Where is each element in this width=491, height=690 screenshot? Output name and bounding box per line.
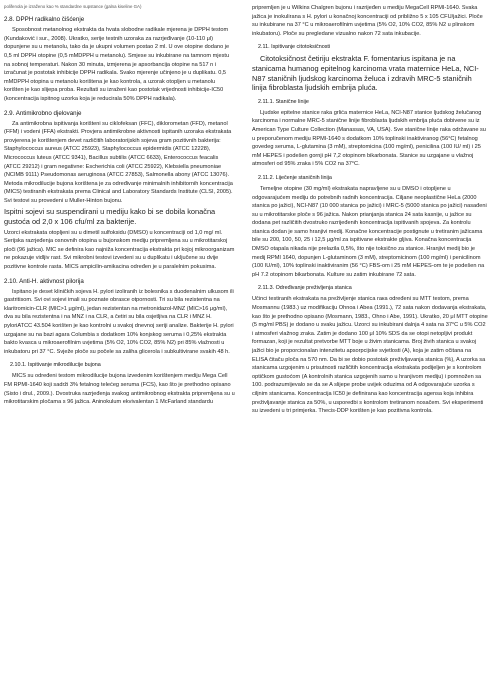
- cell-lines-paragraph: Ljudske epitelne stanice raka grlića maternice HeLa, NCI-N87 stanice ljudskog želučanog karcinoma i normalne MRC-5 stanične linije fibroblasta ljudskih embrija pluća dobivene su iz American Type Culture Collection (Manassas, VA, USA). Sve stanične linije raka održavane su u preporučenom mediju RPMI-1640 s dodatkom 10% toplinski inaktiviranog (56°C) fetalnog govedeg seruma, L-glutamina (3 mM), streptomicina (100 mg/ml), penicilina (100 IU/ ml) i 25 mM HEPES i podešen gornji pH 7,2 otopinom bikarbonata. Stanice su uzgajane u vlažnoj atmosferi od 95% zraka i 5% CO2 na 37°C.: [252, 109, 486, 168]
- antimicrobial-paragraph-2: Uzorci ekstrakata otopljeni su u dimetil sulfoksidu (DMSO) u koncentraciji od 1,0 mg/ ml. Serijska razrjeđenja osnovnih otopina u bujonskom mediju pripremljena su u mikrotitarskoj ploči (96 jažica). MIC se definira kao najniža koncentracija ekstrakta pri kojoj mikroorganizam ne pokazuje vidljiv rast. Svi mikrobni testovi izvedeni su u duplikatu i uključene su dvije pozitivne kontrole rasta. MICS ampicilin-amikacina određen je u paralelnim pokusima.: [4, 229, 235, 271]
- dpph-paragraph: Sposobnost metanolnog ekstrakta da hvata slobodne radikale mjerena je DPPH testom (Kundaković i sur., 2008). Ukratko, serije testnih uzoraka za razrjeđivanje (10-110 μl) dopunjene su u metanolu, tako da je ukupni volumen postao 2 ml. U ove otopine dodano je 0,5 ml DPPH otopine (0,5 mMDPPH u metanolu). Smjese su inkubirane na tamnom mjestu na sobnoj temperaturi. Nakon 30 minuta, izmjerena je apsorbancija otopine na 517 n i izračunat je postotak inhibicije DPPH radikala. Svako mjerenje učinjeno je u duplikatu. 0,5 mMDPPH otopina u metanolu korištena je kao kontrola, a uzorak otopljen u metanolu korišten je kao slijepa proba. Rezultati su izraženi kao postotak vrijednosti inhibicije-IC50 (koncentracija ispitnog uzorka koja je reducirala 50% DPPH radikala).: [4, 27, 230, 102]
- microdilution-paragraph: MICS su određeni testom mikrodilucije bujona izvedenim korištenjem mediju Mega Cell FM RPMI-1640 koji sadrži 3% fetalnog telećeg seruma (FCS), kao što je prethodno opisano (Sisto i drul., 2009.). Dvostruka razrjeđenja svakog antimikrobnog ekstrakta pripremljena su u mikrotitarskim pločama s 96 jažica. Aninokulum ekvivalentan 1 McFarland standardu: [4, 373, 235, 406]
- section-heading-2-8: 2.8. DPPH radikalno čišćenje: [4, 16, 85, 24]
- section-heading-2-11: 2.11. Ispitivanje citotoksičnosti: [258, 44, 331, 51]
- section-heading-2-11-3: 2.11.3. Određivanje preživljenja stanica: [258, 285, 352, 292]
- left-column: [4, 4, 236, 409]
- antimicrobial-paragraph-highlight: Ispitni sojevi su suspendirani u mediju kako bi se dobila konačna gustoća od 2,0 x 106 cfu/ml za bakterije.: [4, 207, 216, 227]
- h-pylori-paragraph: Ispitano je deset kliničkih sojeva H. pylori izoliranih iz bolesnika s duodenalnim ulkusom ili gastritisom. Svi ovi sojevi imali su poznate obrasce otpornosti. Tri su bila rezistentna na klaritromicin-CLR (MIC>1 μg/ml), jedan rezistentan na metronidazol-MNZ (MIC>16 μg/ml), dva su bila rezistentna i na MNZ i na CLR, a četiri su bila osjetljiva na CLR i MNZ H. pyloriATCC 43.504 korišten je kao kontrolni u svakoj dnevnoj seriji analize. Bakterije H. pylori uzgajane su na bazi agara Columbia s dodatkom 10% konjskog seruma i 0,25% ekstrakta bakto kvasca u mikroaerofilnim uvjetima (5% O2, 10% CO2, 85% N2) pri 85% vlažnosti u inkubatoru pri 37 °C. Svježe ploče su počele sa zaliha glicerola i subkultivirane svakih 48 h.: [4, 288, 234, 355]
- section-heading-2-10-1: 2.10.1. Ispitivanje mikrodilucije bujona: [10, 362, 101, 369]
- section-heading-2-11-1: 2.11.1. Stanične linije: [258, 98, 309, 105]
- cytotoxicity-paragraph: Citotoksičnost četiriju ekstrakta F. fomentarius ispitana je na stanicama humanog epitelnog karcinoma vrata maternice HeLa, NCI-N87 staničnih ljudskog karcinoma želuca i zdravih MRC-5 staničnih linija fibroblasta ljudskih embrija pluća.: [252, 54, 479, 93]
- survival-paragraph: Učinci testiranih ekstrakata na preživljenje stanica rака određeni su MTT testom, prema Mosmannu (1983.) uz modifikaciju Ohnoa i Abea (1991.), 72 sata nakon dodavanja ekstrakata, kao što je prethodno opisano (Mosmann, 1983., Ohno i Abe, 1991). Ukratko, 20 μl MTT otopine (5 mg/ml PBS) je dodano u svaku jažicu. Uzorci su inkubirani dalnja 4 sata na 37°C u 5% CO2 i atmosferi vlažnog zraka. Zatim je dodano 100 μl 10% SDS da se otopi netopljivi produkt formazan, koji je rezultat pretvorbe MTT boje u živim stanicama. Broj živih stanica u svakoj jažici bio je proporcionalan intenzitetu apsorpcijske svjetlosti (A), koja je zatim očitana na ELISA čitaču ploča na 570 nm. Da bi se dobio postotak preživljavanja stanica (%), A uzorka sa stanicama uzgojenim u prisutnosti različitih koncentracija ekstrakata podijeljen je s kontrolom optičkom gustoćom (A kontrolnih stanica uzgojenih samo u hranjivom mediju) i pomnožen sa 100. podrazumijevalo se da se A slijepe probe uvijek oduzima od A odgovarajuće uzorka s ciljnim stanicama. Koncentracija IC50 je definirana kao koncentracija agensa koja inhibira preživljavanje stanica za 50%, u usporedbi s kontrolom tretiranom nosačem. Svi eksperimenti su izvedeni u tri primjerka. Thecis-DDP korišten je kao pozitivna kontrola.: [252, 296, 488, 415]
- section-heading-2-11-2: 2.11.2. Liječenje staničnih linija: [258, 174, 332, 181]
- right-column: [252, 4, 488, 418]
- section-heading-2-9: 2.9. Antimikrobno djelovanje: [4, 109, 82, 117]
- section-heading-2-10: 2.10. Anti-H. aktivnost pilorija: [4, 277, 84, 285]
- intro-paragraph: polifenola je izraženo kao % standardne supstance (galna kiseline GA): [4, 4, 142, 9]
- treatment-paragraph: Temeljne otopine (30 mg/ml) ekstrakata napravljene su u DMSO i otopljene u odgovarajućem mediju do potrebnih radnih koncentracija. Ciljane neoplastične HeLa (2000 stanica po jažici), NCI-N87 (10 000 stanica po jažici) i MRC-5 (5000 stanica po jažici) nasađeni su u mikrotitarske ploče s 96 jažica. Nakon prianjanja stanica 24 sata kasnije, u jažice su dodana pet različitih dvostruko razrijeđenih koncentracija ispitivanih spojeva. Za kontrolu stanica dodan je samo hranjivi medij. Konačne koncentracije postignute u tretiranim jažicama bile su 200, 100, 50, 25 i 12,5 μg/ml za ispitivane ekstrakte gljiva. Konačna koncentracija DMSO otapala nikada nije prelazila 0,5%, što nije toksično za stanice. Hranjivi medij bio je medij RPMI 1640, dopunjen L-glutaminom (3 mM), streptomicinom (100 mg/ml) i penicilinom (100 IU/ml), 10% toplinski inaktiviranim (56 °C) FBS-om i 25 mM HEPES-om te je podešen na pH 7.2 otopinom bikarbonata. Kulture su zatim inkubirane 72 sata.: [252, 185, 487, 278]
- wilkins-paragraph: pripremljen je u Wilkins Chalgren bujonu i razrijeđen u mediju MegaCell RPMI-1640. Svaka jažica je inokulirana s H. pylori u konačnoj koncentraciji od približno 5 x 105 CFU/jažici. Ploče su inkubirane na 37 °C u mikroaerofilnim uvjetima (5% O2, 10% CO2, 85% N2 u plinskom inkubatoru). Ploče su pregledane vizualno nakon 72 sata inkubacije.: [252, 5, 483, 37]
- antimicrobial-paragraph-1: Za antimikrobna ispitivanja korišteni su ciklofeksan (FFC), diklorometan (FFD), metanol (FFM) i vodeni (FFA) ekstrakti. Provjera antimikrobne aktivnosti ispitanih uzoraka ekstrakata provjerena je korištenjem devet različitih laboratorijskih sojeva gram pozitivnih bakterija: Staphylococcus aureus (ATCC 25923), Staphylococcus epidermidis (ATCC 12228), Micrococcus luteus (ATCC 9341), Bacillus subtilis (ATCC 6633), Enterococcus feacalis (ATCC 29212) i gram negativne: Escherichia coli (ATCC 25922), Klebsiella pneumoniae (NCIMB 9111) Pseudomonas aeruginosa (ATCC 27853), Salmonella abony (ATCC 13076). Metoda mikrodilucije bujona korištena je za određivanje minimalnih inhibitornih koncentracija (MICS) testiranih ekstrakata prema Clinical and Laboratory Standards Institute (CLSI, 2005). Svi testovi su provedeni u Muller-Hinton bujonu.: [4, 120, 233, 204]
